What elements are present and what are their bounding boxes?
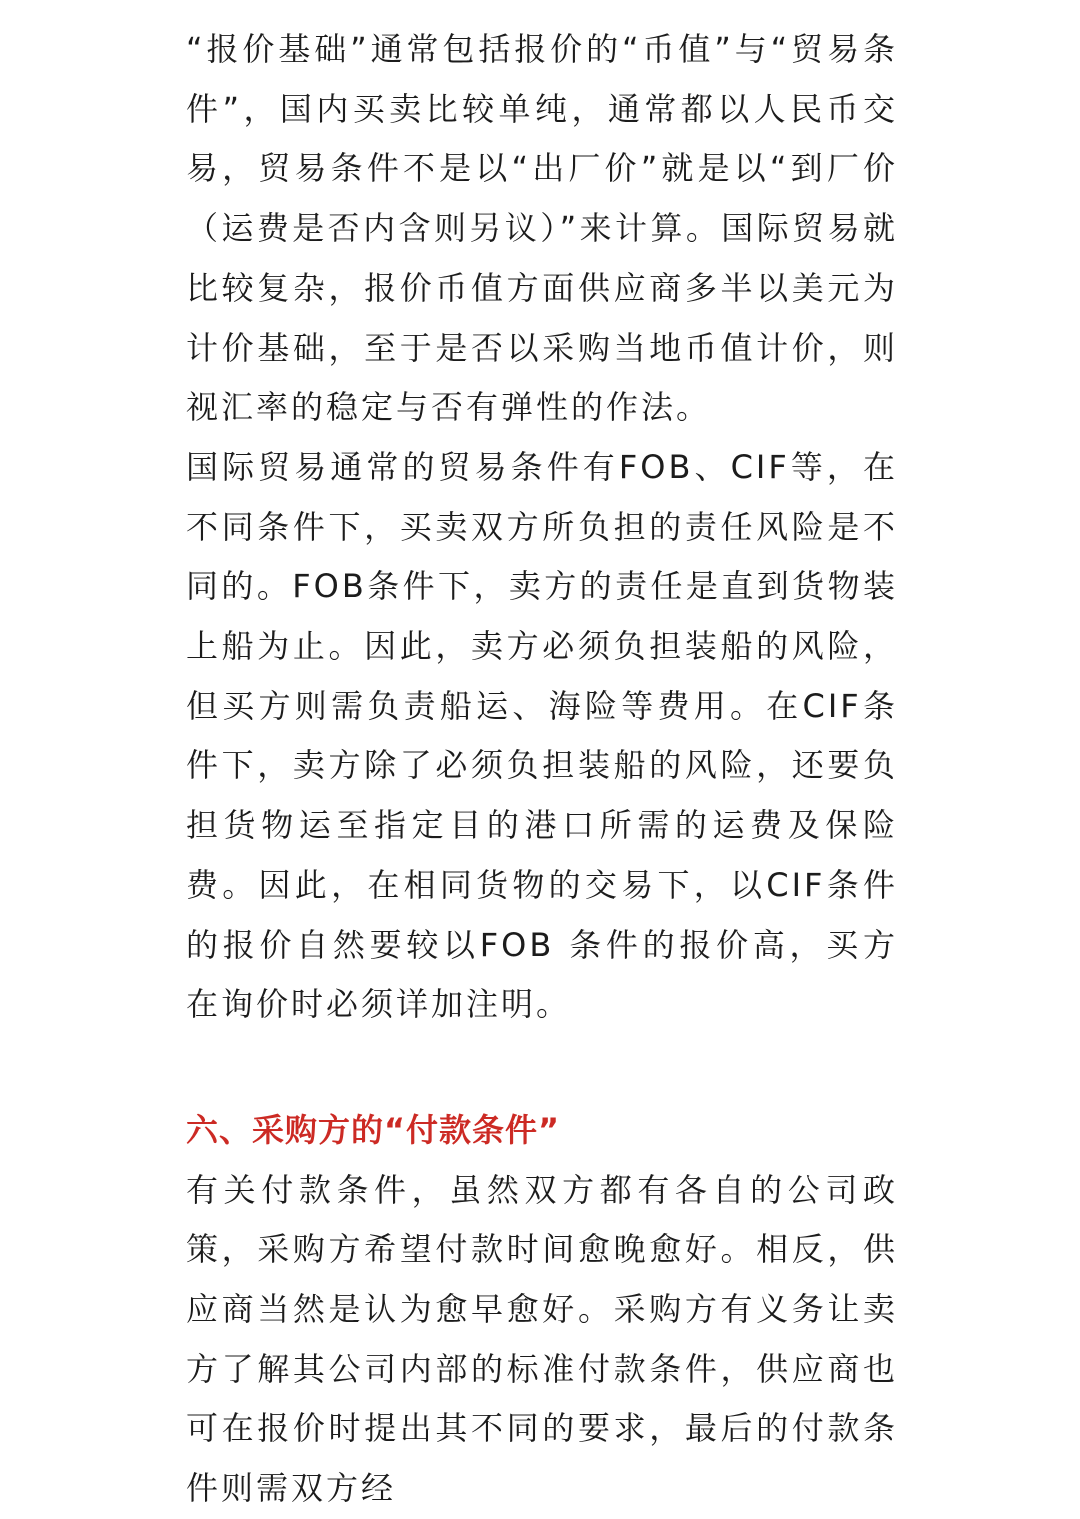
quote-basis-paragraph: “报价基础”通常包括报价的“币值”与“贸易条件”，国内买卖比较单纯，通常都以人民币交易，贸易条件不是以“出厂价”就是以“到厂价（运费是否内含则另议）”来计算。国际贸易就比较复杂，报价币值方面供应商多半以美元为计价基础，至于是否以采购当地币值计价，则视汇率的稳定与否有弹性的作法。 — [186, 30, 898, 427]
section-heading-payment-terms: 六、采购方的“付款条件” — [186, 1110, 561, 1149]
article-body — [186, 20, 898, 1519]
trade-terms-paragraph: 国际贸易通常的贸易条件有FOB、CIF等，在不同条件下，买卖双方所负担的责任风险是不同的。FOB条件下，卖方的责任是直到货物装上船为止。因此，卖方必须负担装船的风险，但买方则需负责船运、海险等费用。在CIF条件下，卖方除了必须负担装船的风险，还要负担货物运至指定目的港口所需的运费及保险费。因此，在相同货物的交易下，以CIF条件的报价自然要较以FOB 条件的报价高，买方在询价时必须详加注明。 — [186, 447, 898, 1024]
payment-terms-paragraph: 有关付款条件，虽然双方都有各自的公司政策，采购方希望付款时间愈晚愈好。相反，供应商当然是认为愈早愈好。采购方有义务让卖方了解其公司内部的标准付款条件，供应商也可在报价时提出其不同的要求，最后的付款条件则需双方经 — [186, 1170, 898, 1508]
